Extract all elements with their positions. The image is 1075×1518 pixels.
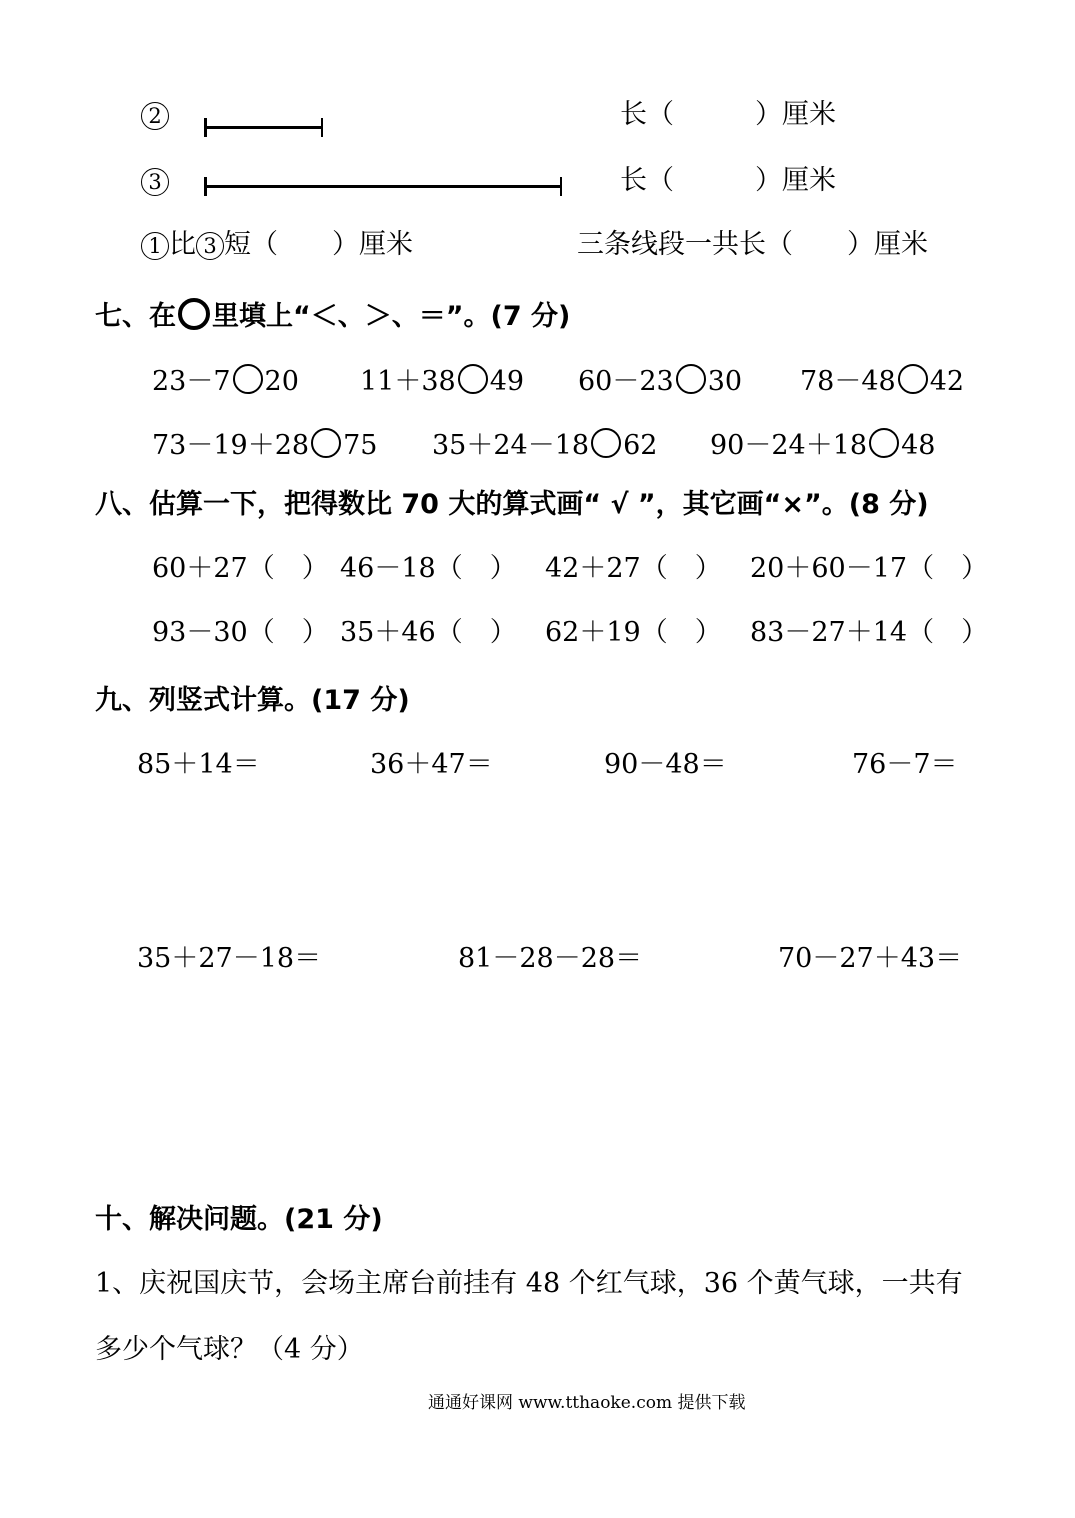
section9-heading: 九、列竖式计算。(17 分) [95,685,410,716]
compare-item: 90－24＋18 48 [710,430,936,461]
estimate-item[interactable]: 83－27＋14（ ） [750,617,989,648]
compare-item: 60－23 30 [578,366,743,397]
circled-number-2: 2 [141,98,169,132]
vertical-calc-item: 81－28－28＝ [458,943,643,974]
compare-item: 11＋38 49 [360,366,525,397]
answer-circle[interactable] [458,364,488,394]
compare-item: 78－48 42 [800,366,965,397]
estimate-item[interactable]: 20＋60－17（ ） [750,553,989,584]
estimate-item[interactable]: 46－18（ ） [340,553,517,584]
question-1-line-2: 多少个气球？（4 分） [95,1334,364,1365]
page-footer: 通通好课网 www.tthaoke.com 提供下载 [428,1393,746,1413]
section8-heading: 八、估算一下，把得数比 70 大的算式画“ √ ”，其它画“×”。(8 分) [95,489,929,520]
estimate-item[interactable]: 93－30（ ） [152,617,329,648]
estimate-item[interactable]: 42＋27（ ） [545,553,722,584]
circled-number-3: 3 [141,164,169,198]
answer-circle[interactable] [591,428,621,458]
compare-question: 1 比 3 短（ ）厘米 [141,228,413,262]
question-1-line-1: 1、庆祝国庆节，会场主席台前挂有 48 个红气球，36 个黄气球，一共有 [95,1268,963,1299]
line-segment-3 [205,185,561,188]
answer-circle[interactable] [869,428,899,458]
compare-item: 23－7 20 [152,366,299,397]
compare-item: 35＋24－18 62 [432,430,658,461]
vertical-calc-item: 35＋27－18＝ [137,943,322,974]
vertical-calc-item: 76－7＝ [852,749,958,780]
circle-icon [178,298,210,330]
line-segment-2 [205,126,322,129]
estimate-item[interactable]: 60＋27（ ） [152,553,329,584]
total-length-question: 三条线段一共长（ ）厘米 [577,229,928,260]
section10-heading: 十、解决问题。(21 分) [95,1204,383,1235]
answer-circle[interactable] [676,364,706,394]
answer-circle[interactable] [233,364,263,394]
vertical-calc-item: 85＋14＝ [137,749,260,780]
vertical-calc-item: 36＋47＝ [370,749,493,780]
segment-2-length-blank: 长（ ）厘米 [620,99,836,130]
estimate-item[interactable]: 35＋46（ ） [340,617,517,648]
compare-item: 73－19＋28 75 [152,430,378,461]
vertical-calc-item: 90－48＝ [604,749,727,780]
segment-3-length-blank: 长（ ）厘米 [620,165,836,196]
section7-heading: 七、在 里填上“＜、＞、＝”。(7 分) [95,298,570,334]
answer-circle[interactable] [898,364,928,394]
estimate-item[interactable]: 62＋19（ ） [545,617,722,648]
answer-circle[interactable] [311,428,341,458]
vertical-calc-item: 70－27＋43＝ [778,943,963,974]
